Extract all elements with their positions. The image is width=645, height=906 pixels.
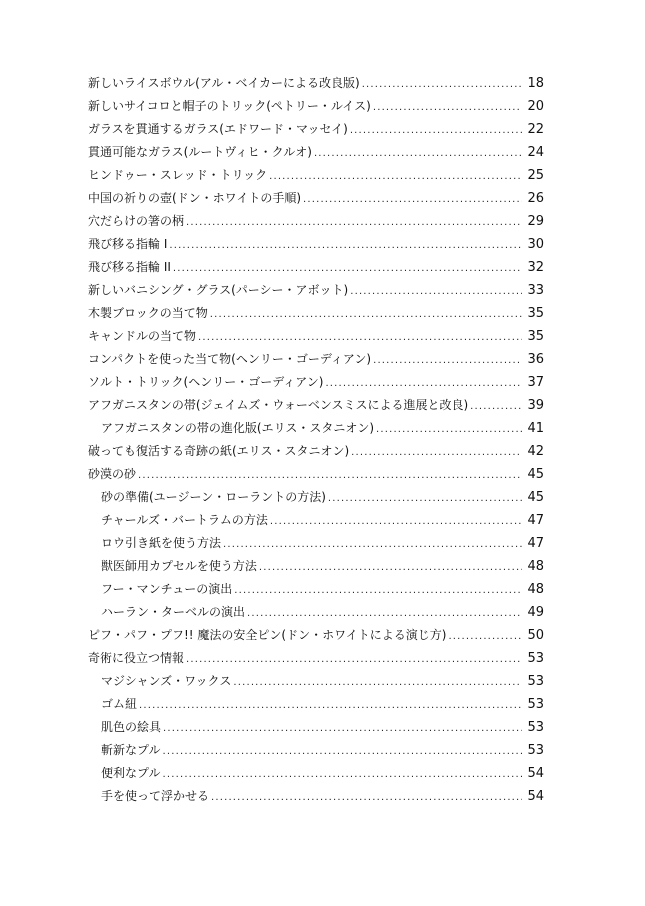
toc-entry (88, 325, 544, 348)
toc-entry-title: ゴム紐 (101, 697, 138, 711)
toc-entry (88, 95, 544, 118)
toc-entry (88, 647, 544, 670)
dot-leader (351, 440, 522, 464)
dot-leader (259, 555, 522, 579)
toc-entry (88, 371, 544, 394)
toc-entry (88, 739, 544, 762)
dot-leader (376, 417, 522, 441)
toc-entry (88, 233, 544, 256)
toc-entry-page: 53 (527, 674, 544, 689)
dot-leader (173, 256, 522, 280)
toc-entry-title: 便利なプル (101, 766, 161, 780)
toc-entry-title: マジシャンズ・ワックス (101, 674, 232, 688)
toc-entry-title: 新しいサイコロと帽子のトリック(ペトリー・ルイス) (88, 99, 371, 113)
toc-entry (88, 440, 544, 463)
toc-entry-title: アフガニスタンの帯(ジェイムズ・ウォーベンスミスによる進展と改良) (88, 398, 469, 412)
toc-entry (88, 762, 544, 785)
toc-entry-page: 37 (527, 375, 544, 390)
dot-leader (210, 302, 522, 326)
dot-leader (223, 532, 522, 556)
dot-leader (247, 601, 522, 625)
toc-entry-page: 18 (527, 76, 544, 91)
toc-entry-title: アフガニスタンの帯の進化版(エリス・スタニオン) (101, 421, 375, 435)
toc-entry-title: コンパクトを使った当て物(ヘンリー・ゴーディアン) (88, 352, 372, 366)
toc-entry (88, 72, 544, 95)
toc-entry-page: 53 (527, 697, 544, 712)
toc-entry-page: 29 (527, 214, 544, 229)
table-of-contents (88, 72, 544, 808)
toc-entry-title: ガラスを貫通するガラス(エドワード・マッセイ) (88, 122, 348, 136)
toc-entry-title: ロウ引き紙を使う方法 (101, 536, 222, 550)
dot-leader (448, 624, 522, 648)
toc-entry-title: 木製ブロックの当て物 (88, 306, 208, 320)
toc-entry-page: 45 (527, 467, 544, 482)
dot-leader (211, 785, 522, 809)
dot-leader (269, 164, 522, 188)
dot-leader (270, 509, 522, 533)
toc-entry (88, 578, 544, 601)
dot-leader (163, 739, 522, 763)
toc-entry-title: 新しいライスボウル(アル・ベイカーによる改良版) (88, 76, 360, 90)
toc-entry-title: 手を使って浮かせる (101, 789, 210, 803)
toc-entry-title: 獣医師用カプセルを使う方法 (101, 559, 257, 573)
dot-leader (373, 348, 522, 372)
dot-leader (325, 371, 522, 395)
toc-entry-page: 54 (527, 789, 544, 804)
toc-entry-page: 45 (527, 490, 544, 505)
toc-entry-page: 33 (527, 283, 544, 298)
toc-entry-title: 飛び移る指輪 I (88, 237, 168, 251)
toc-entry-page: 35 (527, 306, 544, 321)
toc-entry (88, 118, 544, 141)
toc-entry (88, 693, 544, 716)
toc-entry-page: 22 (527, 122, 544, 137)
dot-leader (350, 118, 522, 142)
toc-entry-title: 飛び移る指輪 II (88, 260, 171, 274)
toc-entry-page: 20 (527, 99, 544, 114)
toc-entry (88, 279, 544, 302)
toc-entry-page: 50 (527, 628, 544, 643)
toc-entry (88, 785, 544, 808)
dot-leader (139, 693, 522, 717)
toc-entry-page: 39 (527, 398, 544, 413)
dot-leader (234, 578, 522, 602)
toc-entry (88, 601, 544, 624)
toc-entry-title: チャールズ・バートラムの方法 (101, 513, 268, 527)
toc-entry-page: 53 (527, 651, 544, 666)
dot-leader (373, 95, 522, 119)
toc-entry-page: 36 (527, 352, 544, 367)
toc-entry-title: 穴だらけの箸の柄 (88, 214, 185, 228)
toc-entry-page: 41 (527, 421, 544, 436)
toc-entry-title: ソルト・トリック(ヘンリー・ゴーディアン) (88, 375, 324, 389)
toc-entry (88, 463, 544, 486)
toc-entry-page: 30 (527, 237, 544, 252)
toc-entry (88, 486, 544, 509)
toc-entry-page: 47 (527, 513, 544, 528)
toc-entry-title: ピフ・パフ・プフ!! 魔法の安全ピン(ドン・ホワイトによる演じ方) (88, 628, 447, 642)
dot-leader (198, 325, 522, 349)
toc-entry-page: 24 (527, 145, 544, 160)
dot-leader (362, 72, 522, 96)
toc-entry-page: 53 (527, 743, 544, 758)
toc-entry-page: 42 (527, 444, 544, 459)
toc-entry-title: 破っても復活する奇跡の紙(エリス・スタニオン) (88, 444, 350, 458)
toc-entry (88, 348, 544, 371)
toc-entry-title: 新しいバニシング・グラス(パーシー・アボット) (88, 283, 349, 297)
toc-entry (88, 187, 544, 210)
dot-leader (186, 647, 522, 671)
dot-leader (169, 233, 522, 257)
toc-entry-title: 砂漠の砂 (88, 467, 137, 481)
toc-entry-title: 貫通可能なガラス(ルートヴィヒ・クルオ) (88, 145, 312, 159)
toc-entry-title: 砂の準備(ユージーン・ローラントの方法) (101, 490, 326, 504)
toc-entry-title: ヒンドゥー・スレッド・トリック (88, 168, 268, 182)
toc-entry-page: 48 (527, 559, 544, 574)
toc-entry (88, 624, 544, 647)
toc-entry-page: 53 (527, 720, 544, 735)
toc-entry-title: フー・マンチューの演出 (101, 582, 233, 596)
toc-entry-page: 54 (527, 766, 544, 781)
dot-leader (233, 670, 522, 694)
dot-leader (328, 486, 522, 510)
toc-entry-title: 中国の祈りの壺(ドン・ホワイトの手順) (88, 191, 302, 205)
dot-leader (470, 394, 522, 418)
toc-entry-page: 35 (527, 329, 544, 344)
dot-leader (350, 279, 522, 303)
dot-leader (138, 463, 522, 487)
toc-entry (88, 164, 544, 187)
dot-leader (163, 762, 522, 786)
dot-leader (186, 210, 522, 234)
toc-entry (88, 532, 544, 555)
toc-entry-page: 25 (527, 168, 544, 183)
toc-entry (88, 555, 544, 578)
dot-leader (163, 716, 522, 740)
toc-entry-title: 肌色の絵具 (101, 720, 162, 734)
toc-entry-title: 奇術に役立つ情報 (88, 651, 185, 665)
toc-entry-page: 47 (527, 536, 544, 551)
toc-entry (88, 670, 544, 693)
toc-entry (88, 302, 544, 325)
toc-entry (88, 141, 544, 164)
toc-entry (88, 210, 544, 233)
toc-entry-title: 斬新なプル (101, 743, 161, 757)
toc-entry (88, 394, 544, 417)
toc-entry (88, 509, 544, 532)
toc-entry (88, 716, 544, 739)
toc-entry-page: 49 (527, 605, 544, 620)
toc-entry (88, 417, 544, 440)
toc-entry-page: 32 (527, 260, 544, 275)
toc-entry-page: 48 (527, 582, 544, 597)
dot-leader (303, 187, 522, 211)
toc-entry-page: 26 (527, 191, 544, 206)
toc-entry-title: ハーラン・ターベルの演出 (101, 605, 246, 619)
toc-entry (88, 256, 544, 279)
dot-leader (314, 141, 522, 165)
toc-entry-title: キャンドルの当て物 (88, 329, 197, 343)
